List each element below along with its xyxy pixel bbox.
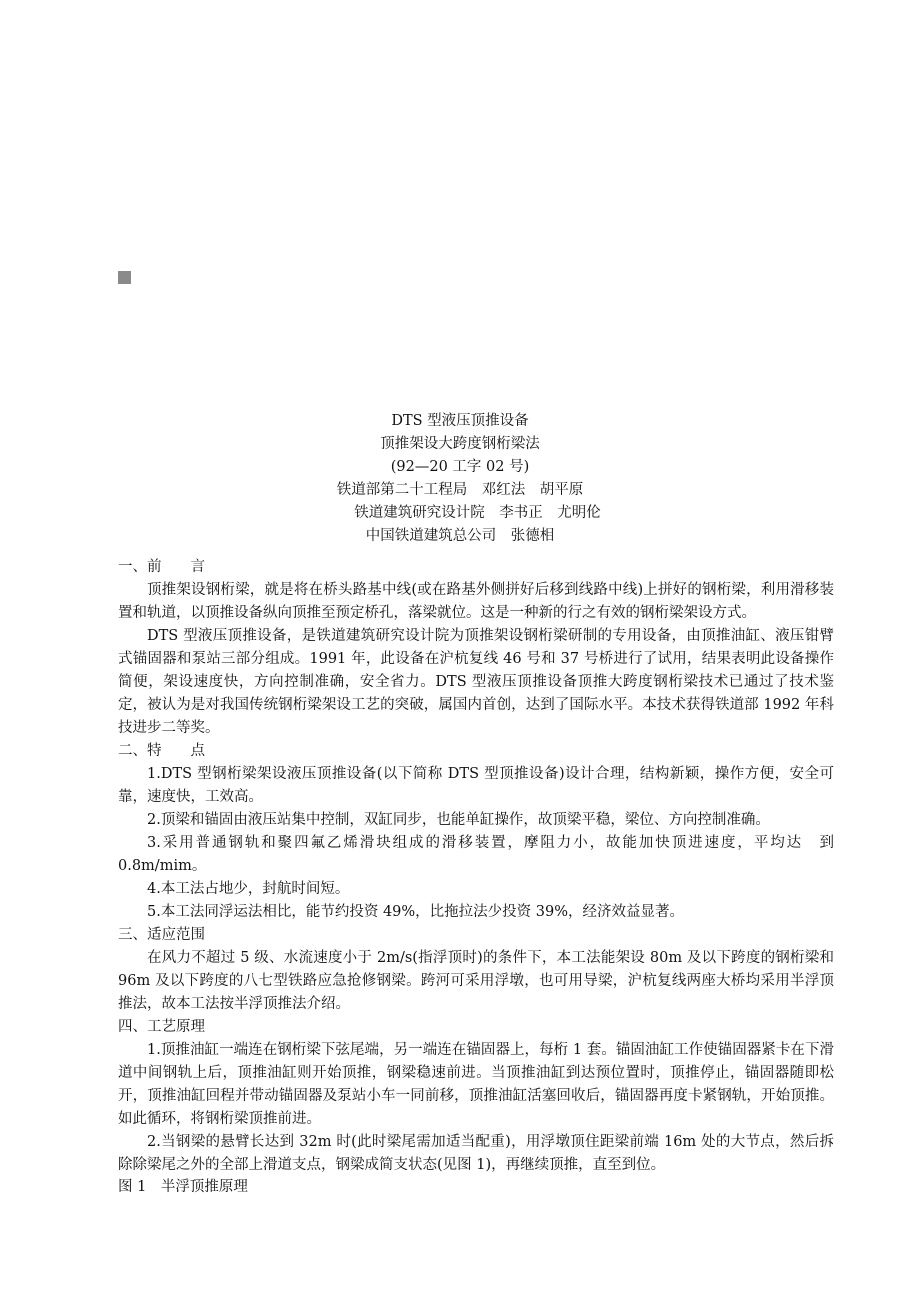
paragraph: 5.本工法同浮运法相比，能节约投资 49%，比拖拉法少投资 39%，经济效益显著。: [147, 904, 685, 920]
doc-title-line-3: (92—20 工字 02 号): [390, 459, 530, 475]
body-text: [118, 556, 834, 1177]
author-line-1: 铁道部第二十工程局 邓红法 胡平原: [336, 482, 584, 498]
figure-caption: 图 1 半浮顶推原理: [118, 1179, 248, 1195]
section-heading-2: 二、特 点: [118, 743, 205, 759]
paragraph: 顶推架设钢桁梁，就是将在桥头路基中线(或在路基外侧拼好后移到线路中线)上拼好的钢桁梁，利用滑移装置和轨道，以顶推设备纵向顶推至预定桥孔，落梁就位。这是一种新的行之有效的钢桁梁架设方式。: [118, 582, 834, 621]
section-heading-3: 三、适应范围: [118, 927, 205, 943]
paragraph: 2.当钢梁的悬臂长达到 32m 时(此时梁尾需加适当配重)，用浮墩顶住距梁前端 16m 处的大节点，然后拆除除梁尾之外的全部上滑道支点，钢梁成简支状态(见图 1)，再继续顶推，直至到位。: [118, 1134, 834, 1173]
doc-title-line-1: DTS 型液压顶推设备: [391, 413, 529, 429]
paragraph: 4.本工法占地少，封航时间短。: [147, 881, 350, 897]
square-bullet-icon: [118, 271, 131, 284]
paragraph: 1.DTS 型钢桁梁架设液压顶推设备(以下简称 DTS 型顶推设备)设计合理，结构新颖，操作方便，安全可靠，速度快，工效高。: [118, 766, 834, 805]
title-block: [0, 410, 920, 548]
paragraph: DTS 型液压顶推设备，是铁道建筑研究设计院为顶推架设钢桁梁研制的专用设备，由顶推油缸、液压钳臂式锚固器和泵站三部分组成。1991 年，此设备在沪杭复线 46 号和 37 号桥进行了试用，结果表明此设备操作简便，架设速度快，方向控制准确，安全省力。DTS 型液压顶推设备顶推大跨度钢桁梁技术已通过了技术鉴定，被认为是对我国传统钢桁梁架设工艺的突破，属国内首创，达到了国际水平。本技术获得铁道部 1992 年科技进步二等奖。: [118, 628, 834, 736]
author-line-2: 铁道建筑研究设计院 李书正 尤明伦: [354, 505, 601, 521]
section-heading-1: 一、前 言: [118, 559, 205, 575]
doc-title-line-2: 顶推架设大跨度钢桁梁法: [380, 436, 540, 452]
paragraph: 1.顶推油缸一端连在钢桁梁下弦尾端，另一端连在锚固器上，每桁 1 套。锚固油缸工作使锚固器紧卡在下滑道中间钢轨上后，顶推油缸则开始顶推，钢梁稳速前进。当顶推油缸到达预位置时，顶推停止，锚固器随即松开，顶推油缸回程并带动锚固器及泵站小车一同前移，顶推油缸活塞回收后，锚固器再度卡紧钢轨，开始顶推。如此循环，将钢桁梁顶推前进。: [118, 1042, 834, 1127]
author-line-3: 中国铁道建筑总公司 张德相: [365, 528, 555, 544]
paragraph: 2.顶梁和锚固由液压站集中控制，双缸同步，也能单缸操作，故顶梁平稳，梁位、方向控制准确。: [147, 812, 770, 828]
paragraph: 3.采用普通钢轨和聚四氟乙烯滑块组成的滑移装置，摩阻力小，故能加快顶进速度，平均达 到 0.8m/mim。: [118, 835, 834, 874]
paragraph: 在风力不超过 5 级、水流速度小于 2m/s(指浮顶时)的条件下，本工法能架设 80m 及以下跨度的钢桁梁和 96m 及以下跨度的八七型铁路应急抢修钢梁。跨河可采用浮墩，也可用导梁，沪杭复线两座大桥均采用半浮顶推法，故本工法按半浮顶推法介绍。: [118, 950, 834, 1012]
section-heading-4: 四、工艺原理: [118, 1019, 205, 1035]
